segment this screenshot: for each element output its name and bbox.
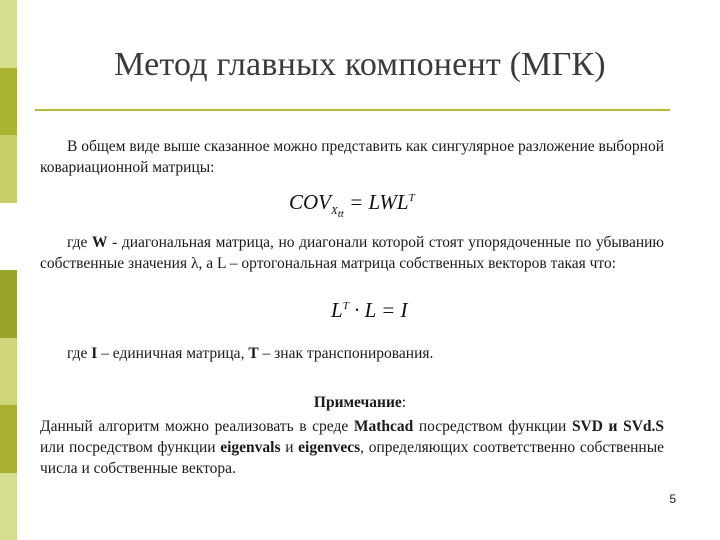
- sidebar-segment: [0, 0, 17, 68]
- para3-text-end: – знак транспонирования.: [258, 345, 434, 362]
- formula-covariance: [289, 190, 415, 220]
- page-number: 5: [669, 492, 676, 506]
- title-divider: [35, 109, 670, 111]
- para3-bold-t: T: [248, 345, 259, 362]
- slide-title: Метод главных компонент (МГК): [114, 46, 606, 83]
- note-body: [40, 416, 664, 479]
- sidebar-segment: [0, 68, 17, 136]
- note-mathcad: Mathcad: [353, 418, 414, 435]
- paragraph-intro-text: В общем виде выше сказанное можно представить как сингулярное разложение выборной ковариационной матрицы:: [40, 138, 664, 176]
- para2-text: где: [67, 234, 92, 251]
- para2-bold-w: W: [91, 234, 108, 251]
- note-text-end: , определяющих соответственно собственные числа и собственные вектора.: [40, 439, 664, 477]
- formula-orth-rhs: · L = I: [348, 298, 408, 322]
- formula-cov-rhs: = LWL: [349, 190, 409, 214]
- formula-cov-lhs: COV: [289, 190, 331, 214]
- para3-text-mid: – единичная матрица,: [97, 345, 249, 362]
- para3-bold-i: I: [91, 345, 98, 362]
- note-and1: и: [602, 418, 624, 435]
- formula-cov-sub: X: [331, 205, 338, 218]
- formula-orth-lhs: L: [331, 298, 343, 322]
- formula-cov-sup: T: [408, 192, 415, 204]
- note-text-c: посредством функции: [413, 418, 567, 435]
- paragraph-definition-w: [40, 232, 664, 274]
- formula-orth-sup: T: [342, 300, 349, 312]
- note-svds: SVd.S: [623, 418, 665, 435]
- note-eigenvecs: eigenvecs: [298, 439, 361, 456]
- paragraph-definition-i: [40, 343, 664, 364]
- note-eigenvals: eigenvals: [220, 439, 281, 456]
- note-heading: [0, 394, 720, 412]
- sidebar-segment: [0, 270, 17, 338]
- sidebar-segment: [0, 405, 17, 473]
- paragraph-intro: [40, 136, 664, 178]
- note-heading-colon: :: [401, 394, 407, 411]
- decorative-sidebar: [0, 0, 17, 540]
- formula-cov-subsub: tt: [337, 208, 344, 221]
- note-svd: SVD: [571, 418, 603, 435]
- sidebar-segment: [0, 203, 17, 271]
- note-heading-text: Примечание: [313, 394, 402, 411]
- note-text-mid: или посредством функции: [40, 439, 221, 456]
- note-and2: и: [280, 439, 299, 456]
- note-text-a: Данный алгоритм можно реализовать в среде: [40, 418, 354, 435]
- para2-text-rest: - диагональная матрица, но диагонали которой стоят упорядоченные по убыванию собственные значения λ, а L – ортогональная матрица собственных векторов такая что:: [40, 234, 664, 272]
- formula-orthogonality: [331, 298, 408, 323]
- sidebar-segment: [0, 473, 17, 540]
- sidebar-segment: [0, 135, 17, 203]
- para3-text: где: [67, 345, 92, 362]
